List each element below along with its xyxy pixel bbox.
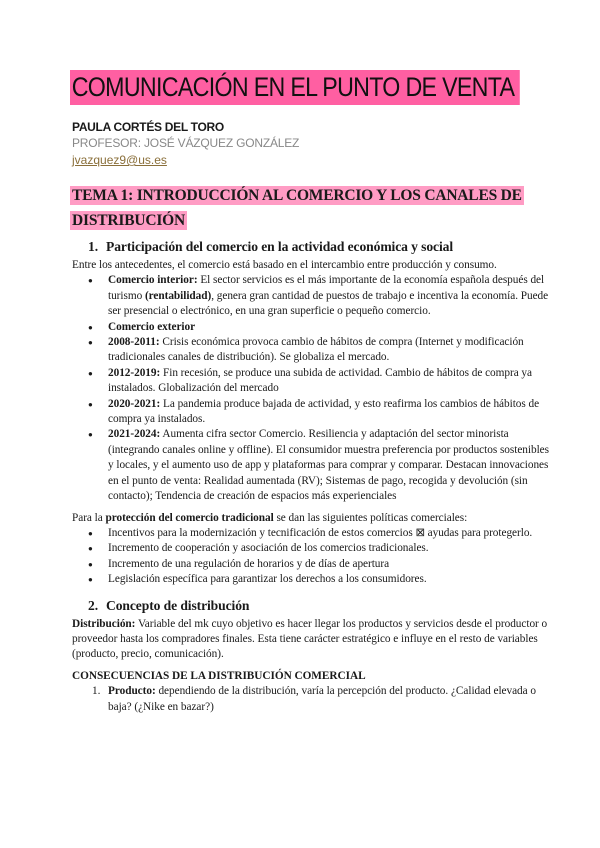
section-heading-text: TEMA 1: INTRODUCCIÓN AL COMERCIO Y LOS CANALES DE DISTRIBUCIÓN bbox=[72, 187, 522, 229]
commerce-list bbox=[72, 273, 550, 504]
subsection-number: 2. bbox=[88, 597, 98, 613]
protection-text: Para la bbox=[72, 511, 106, 524]
consequences-list bbox=[72, 684, 550, 715]
list-item: ● Incentivos para la modernización y tecnificación de estos comercios ⊠ ayudas para protegerlo. bbox=[108, 526, 550, 541]
subsection-title-2 bbox=[88, 598, 550, 614]
email-link[interactable]: jvazquez9@us.es bbox=[72, 153, 167, 167]
list-item bbox=[108, 273, 550, 319]
protection-text: se dan las siguientes políticas comerciales: bbox=[273, 511, 468, 524]
list-item bbox=[108, 366, 550, 397]
subsection-title-text: Concepto de distribución bbox=[106, 597, 250, 613]
item-text: Aumenta cifra sector Comercio. Resiliencia y adaptación del sector minorista (integrando canales online y offline). El consumidor muestra preferencia por productos sostenibles y locales, y el aumento uso de app y plataformas para comprar y comparar. Destacan innovaciones en el punto de venta: Realidad aumentada (RV); Sistemas de pago, recogida y devolución (sin contacto); Tendencia de creación de espacios más experienciales bbox=[108, 428, 549, 503]
list-item: ● Incremento de cooperación y asociación de los comercios tradicionales. bbox=[108, 541, 550, 556]
item-label: Comercio interior: bbox=[108, 274, 198, 287]
item-label: 2021-2024: bbox=[108, 428, 161, 441]
item-emphasis: (rentabilidad) bbox=[144, 289, 212, 302]
item-label: 2008-2011: bbox=[108, 336, 160, 349]
list-item: ● Legislación específica para garantizar los derechos a los consumidores. bbox=[108, 572, 550, 587]
definition-text: Variable del mk cuyo objetivo es hacer llegar los productos y servicios desde el productor o proveedor hasta los compradores finales. Esta tiene carácter estratégico e influye en el resto de variables (producto, precio, comunicación). bbox=[72, 617, 548, 661]
definition-term: Distribución: bbox=[72, 617, 136, 630]
author-name: PAULA CORTÉS DEL TORO bbox=[72, 120, 224, 134]
item-text: La pandemia produce bajada de actividad, y esto reafirma los cambios de hábitos de compra ya instalados. bbox=[108, 397, 540, 426]
item-text: Fin recesión, se produce una subida de actividad. Cambio de hábitos de compra ya instalados. Globalización del mercado bbox=[108, 366, 532, 395]
definition-paragraph bbox=[72, 617, 550, 663]
item-label: Comercio exterior bbox=[108, 320, 196, 333]
item-text: , genera gran cantidad de puestos de trabajo e incentiva la economía. Puede ser presencial o electrónico, en una gran superficie o pequeño comercio. bbox=[108, 289, 549, 318]
consequences-heading: CONSECUENCIAS DE LA DISTRIBUCIÓN COMERCIAL bbox=[72, 669, 366, 682]
list-item bbox=[108, 335, 550, 366]
subsection-number: 1. bbox=[88, 239, 98, 254]
list-item bbox=[92, 684, 550, 715]
teacher-name: PROFESOR: JOSÉ VÁZQUEZ GONZÁLEZ bbox=[72, 136, 300, 150]
protection-emphasis: protección del comercio tradicional bbox=[105, 511, 274, 524]
list-item bbox=[108, 320, 550, 335]
item-label: Producto: bbox=[108, 685, 156, 698]
item-label: 2020-2021: bbox=[108, 397, 161, 410]
list-item bbox=[108, 397, 550, 428]
protection-paragraph bbox=[72, 511, 550, 526]
section-heading bbox=[70, 183, 550, 233]
item-text: El sector servicios es el más importante de la economía española después del turismo bbox=[108, 274, 545, 302]
list-item: ● Incremento de una regulación de horarios y de días de apertura bbox=[108, 557, 550, 572]
intro-paragraph: Entre los antecedentes, el comercio está basado en el intercambio entre producción y consumo. bbox=[72, 259, 497, 271]
document-title: COMUNICACIÓN EN EL PUNTO DE VENTA bbox=[70, 70, 519, 105]
item-text: Crisis económica provoca cambio de hábitos de compra (Internet y modificación tradicionales canales de distribución). Se globaliza el mercado. bbox=[108, 336, 524, 364]
item-number: 1. bbox=[92, 685, 101, 698]
list-item bbox=[108, 427, 550, 504]
item-label: 2012-2019: bbox=[108, 366, 161, 379]
policies-list bbox=[72, 526, 550, 588]
item-text: dependiendo de la distribución, varía la percepción del producto. ¿Calidad elevada o baja? (¿Nike en bazar?) bbox=[108, 685, 536, 713]
subsection-title-1 bbox=[88, 239, 550, 255]
subsection-title-text: Participación del comercio en la actividad económica y social bbox=[106, 239, 454, 254]
